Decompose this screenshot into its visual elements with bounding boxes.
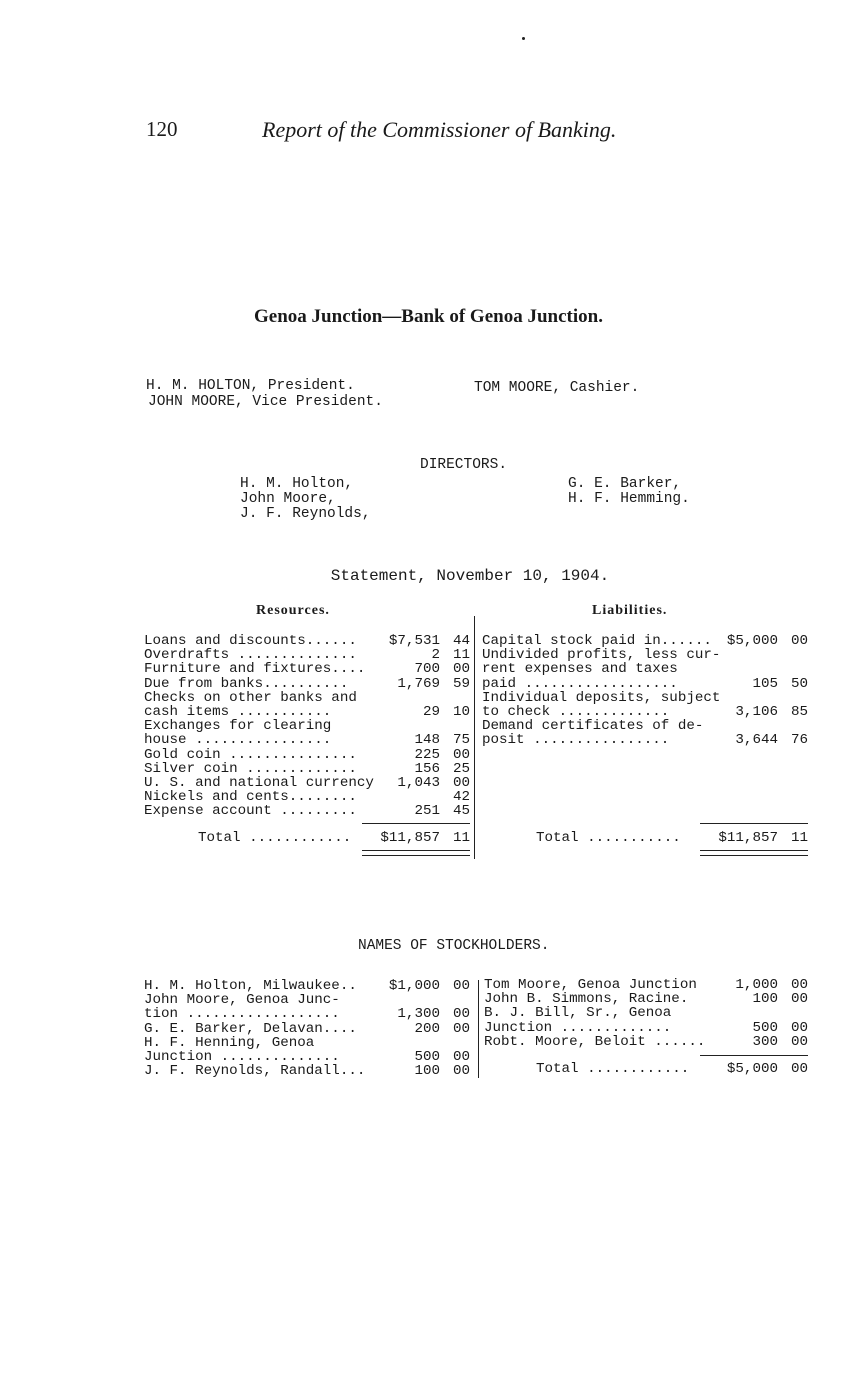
row-dollars: 500	[752, 1019, 778, 1036]
table-row	[482, 677, 808, 691]
row-label: Overdrafts ..............	[144, 647, 357, 664]
running-title: Report of the Commissioner of Banking.	[262, 117, 617, 142]
table-row	[144, 705, 470, 719]
row-cents: 00	[452, 775, 470, 791]
director: J. F. Reynolds,	[240, 506, 371, 522]
column-divider	[474, 616, 475, 859]
row-label: cash items ...........	[144, 704, 332, 720]
table-row	[144, 1036, 470, 1050]
row-cents: 11	[452, 647, 470, 664]
table-row	[482, 705, 808, 719]
row-label: posit ................	[482, 732, 670, 749]
resources-total	[198, 831, 470, 845]
row-label: Individual deposits, subject	[482, 689, 721, 706]
row-label: Due from banks..........	[144, 675, 349, 692]
stockholders-total	[536, 1062, 808, 1076]
row-label: tion ..................	[144, 1006, 340, 1023]
total-dollars: $11,857	[380, 830, 440, 846]
total-label: Total ............	[198, 830, 352, 846]
officer-vice-president: JOHN MOORE, Vice President.	[148, 394, 383, 410]
row-label: Exchanges for clearing	[144, 718, 332, 735]
table-row	[484, 978, 808, 992]
row-cents: 44	[452, 633, 470, 649]
table-row	[484, 992, 808, 1006]
table-row	[484, 1035, 808, 1049]
row-cents: 50	[790, 675, 808, 692]
row-cents: 45	[452, 803, 470, 820]
table-row	[484, 1006, 808, 1020]
row-cents: 00	[790, 1033, 808, 1050]
row-label: Demand certificates of de-	[482, 718, 704, 735]
row-label: John Moore, Genoa Junc-	[144, 992, 340, 1009]
row-cents: 00	[790, 977, 808, 993]
total-cents: 11	[452, 830, 470, 846]
row-cents: 10	[452, 704, 470, 720]
row-cents: 42	[452, 789, 470, 806]
table-row	[144, 691, 470, 705]
row-label: Tom Moore, Genoa Junction	[484, 977, 697, 993]
table-row	[144, 776, 470, 790]
row-label: Loans and discounts......	[144, 633, 357, 649]
row-dollars: 29	[422, 704, 440, 720]
row-dollars: 700	[414, 661, 440, 678]
row-label: Junction ..............	[144, 1049, 340, 1065]
row-label: Nickels and cents........	[144, 789, 357, 806]
row-cents: 00	[452, 746, 470, 763]
row-cents: 75	[452, 732, 470, 749]
table-row	[144, 1050, 470, 1064]
row-label: to check .............	[482, 704, 670, 720]
row-label: John B. Simmons, Racine.	[484, 991, 689, 1008]
table-row	[144, 1064, 470, 1078]
row-dollars: 200	[414, 1020, 440, 1037]
officer-cashier: TOM MOORE, Cashier.	[474, 380, 640, 396]
row-cents: 85	[790, 704, 808, 720]
row-dollars: 251	[414, 803, 440, 820]
director: H. F. Hemming.	[568, 491, 690, 507]
row-label: H. M. Holton, Milwaukee..	[144, 978, 357, 994]
total-cents: 00	[790, 1061, 808, 1077]
table-row	[484, 1021, 808, 1035]
stockholders-heading: NAMES OF STOCKHOLDERS.	[358, 938, 550, 954]
table-row	[482, 662, 808, 676]
row-cents: 00	[790, 991, 808, 1008]
row-dollars: 3,644	[735, 732, 778, 749]
table-row	[144, 1007, 470, 1021]
resources-double-rule	[362, 850, 470, 856]
row-dollars: 300	[752, 1033, 778, 1050]
row-cents: 00	[790, 1019, 808, 1036]
director: John Moore,	[240, 491, 336, 507]
table-row	[144, 634, 470, 648]
row-label: H. F. Henning, Genoa	[144, 1034, 315, 1051]
row-label: rent expenses and taxes	[482, 661, 678, 678]
statement-title: Statement, November 10, 1904.	[330, 567, 610, 585]
row-label: Robt. Moore, Beloit ......	[484, 1033, 706, 1050]
row-label: paid ..................	[482, 675, 678, 692]
page-number: 120	[146, 117, 178, 141]
table-row	[144, 993, 470, 1007]
row-label: house ................	[144, 732, 332, 749]
row-dollars: 100	[752, 991, 778, 1008]
row-label: Expense account .........	[144, 803, 357, 820]
row-dollars: 3,106	[735, 704, 778, 720]
table-row	[144, 979, 470, 993]
row-dollars: 1,300	[397, 1006, 440, 1023]
table-row	[144, 719, 470, 733]
ink-speck	[522, 37, 525, 40]
table-row	[482, 719, 808, 733]
row-label: U. S. and national currency	[144, 775, 374, 791]
director: G. E. Barker,	[568, 476, 682, 492]
table-row	[144, 662, 470, 676]
row-cents: 59	[452, 675, 470, 692]
row-cents: 00	[452, 1020, 470, 1037]
row-dollars: 1,769	[397, 675, 440, 692]
row-dollars: 2	[431, 647, 440, 664]
row-label: Checks on other banks and	[144, 689, 357, 706]
row-dollars: 500	[414, 1049, 440, 1065]
table-row	[482, 648, 808, 662]
row-label: G. E. Barker, Delavan....	[144, 1020, 357, 1037]
row-dollars: 225	[414, 746, 440, 763]
table-row	[482, 634, 808, 648]
row-label: Furniture and fixtures....	[144, 661, 366, 678]
row-cents: 25	[452, 760, 470, 777]
table-row	[482, 733, 808, 747]
row-dollars: 156	[414, 760, 440, 777]
table-row	[144, 648, 470, 662]
table-row	[144, 790, 470, 804]
total-cents: 11	[790, 830, 808, 846]
liabilities-total	[536, 831, 808, 845]
row-cents: 00	[452, 1063, 470, 1080]
resources-heading: Resources.	[256, 603, 330, 618]
row-dollars: $5,000	[726, 633, 778, 649]
table-row	[144, 804, 470, 818]
officer-president: H. M. HOLTON, President.	[146, 378, 355, 394]
row-dollars: 105	[752, 675, 778, 692]
table-row	[482, 691, 808, 705]
row-label: Junction .............	[484, 1019, 672, 1036]
table-row	[144, 748, 470, 762]
table-row	[144, 733, 470, 747]
total-dollars: $11,857	[718, 830, 778, 846]
row-dollars: $7,531	[388, 633, 440, 649]
row-dollars: 1,000	[735, 977, 778, 993]
row-label: J. F. Reynolds, Randall...	[144, 1063, 366, 1080]
stockholders-divider	[478, 980, 479, 1078]
row-cents: 00	[452, 978, 470, 994]
liabilities-total-rule	[700, 823, 808, 824]
row-dollars: 148	[414, 732, 440, 749]
table-row	[144, 677, 470, 691]
stockholders-total-rule	[700, 1055, 808, 1056]
row-label: Undivided profits, less cur-	[482, 647, 721, 664]
row-cents: 00	[452, 1006, 470, 1023]
row-cents: 00	[452, 1049, 470, 1065]
table-row	[144, 762, 470, 776]
row-dollars: 1,043	[397, 775, 440, 791]
row-cents: 00	[452, 661, 470, 678]
resources-total-rule	[362, 823, 470, 824]
row-cents: 76	[790, 732, 808, 749]
row-label: B. J. Bill, Sr., Genoa	[484, 1005, 672, 1022]
table-row	[144, 1022, 470, 1036]
row-dollars: $1,000	[388, 978, 440, 994]
total-label: Total ............	[536, 1061, 690, 1077]
liabilities-heading: Liabilities.	[592, 603, 668, 618]
row-cents: 00	[790, 633, 808, 649]
liabilities-double-rule	[700, 850, 808, 856]
row-label: Gold coin ...............	[144, 746, 357, 763]
director: H. M. Holton,	[240, 476, 354, 492]
bank-title: Genoa Junction—Bank of Genoa Junction.	[254, 306, 603, 327]
row-label: Capital stock paid in......	[482, 633, 712, 649]
row-label: Silver coin .............	[144, 760, 357, 777]
row-dollars: 100	[414, 1063, 440, 1080]
total-label: Total ...........	[536, 830, 681, 846]
directors-heading: DIRECTORS.	[420, 457, 508, 473]
total-dollars: $5,000	[726, 1061, 778, 1077]
